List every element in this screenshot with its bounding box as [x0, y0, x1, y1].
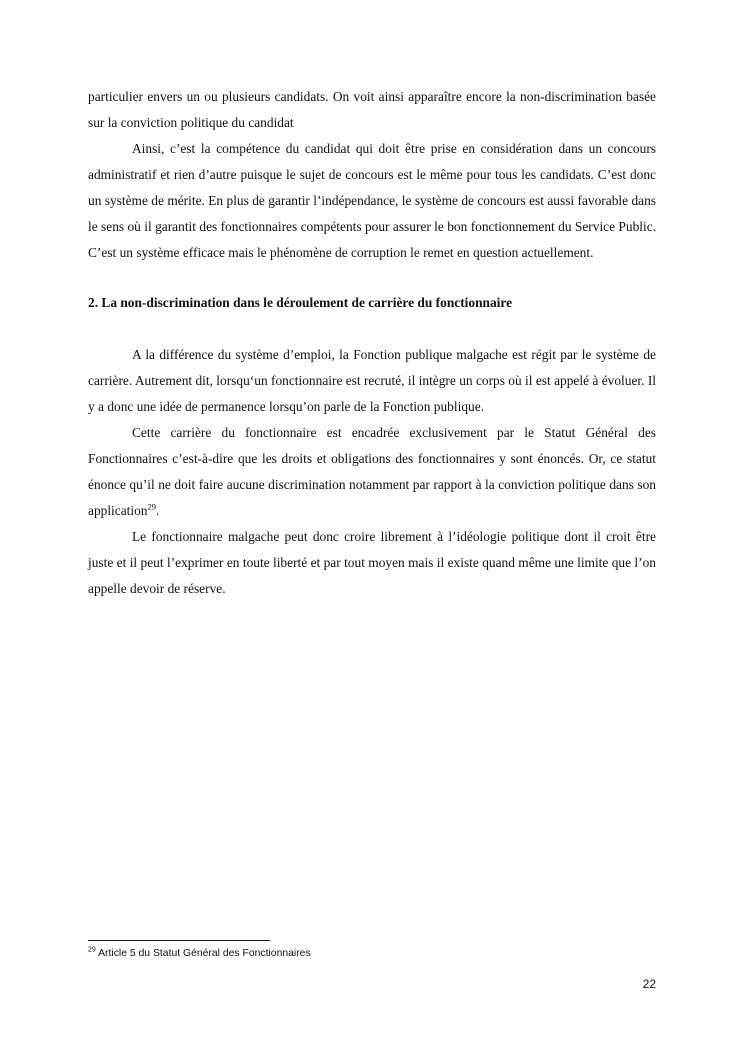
section-heading: 2. La non-discrimination dans le déroulement de carrière du fonctionnaire [88, 295, 513, 310]
footnote-separator [88, 940, 270, 941]
paragraph-statut-general [88, 420, 656, 524]
paragraph-continuation: particulier envers un ou plusieurs candidats. On voit ainsi apparaître encore la non-discrimination basée sur la conviction politique du candidat [88, 89, 656, 130]
paragraph-duty-of-reserve: Le fonctionnaire malgache peut donc croire librement à l’idéologie politique dont il croit être juste et il peut l’exprimer en toute liberté et par tout moyen mais il existe quand même une limite que l’on appelle devoir de réserve. [88, 529, 656, 596]
page-body [88, 84, 656, 602]
paragraph-statut-general-end: . [156, 503, 160, 518]
footnote-text: Article 5 du Statut Général des Fonctionnaires [95, 948, 311, 959]
paragraph-career-system: A la différence du système d’emploi, la Fonction publique malgache est régit par le système de carrière. Autrement dit, lorsqu‘un fonctionnaire est recruté, il intègre un corps où il est appelé à évoluer. Il y a donc une idée de permanence lorsqu’on parle de la Fonction publique. [88, 347, 656, 414]
paragraph-merit-system: Ainsi, c’est la compétence du candidat qui doit être prise en considération dans un concours administratif et rien d’autre puisque le sujet de concours est le même pour tous les candidats. C’est donc un système de mérite. En plus de garantir l’indépendance, le système de concours est aussi favorable dans le sens où il garantit des fonctionnaires compétents pour assurer le bon fonctionnement du Service Public. C’est un système efficace mais le phénomène de corruption le remet en question actuellement. [88, 141, 656, 260]
footnote [88, 946, 311, 962]
paragraph-statut-general-text: Cette carrière du fonctionnaire est encadrée exclusivement par le Statut Général des Fonctionnaires c’est-à-dire que les droits et obligations des fonctionnaires y sont énoncés. Or, ce statut énonce qu’il ne doit faire aucune discrimination notamment par rapport à la conviction politique dans son application [88, 425, 656, 518]
footnote-number: 29 [88, 946, 96, 954]
footnote-reference[interactable]: 29 [147, 501, 156, 512]
page-number: 22 [642, 977, 656, 991]
